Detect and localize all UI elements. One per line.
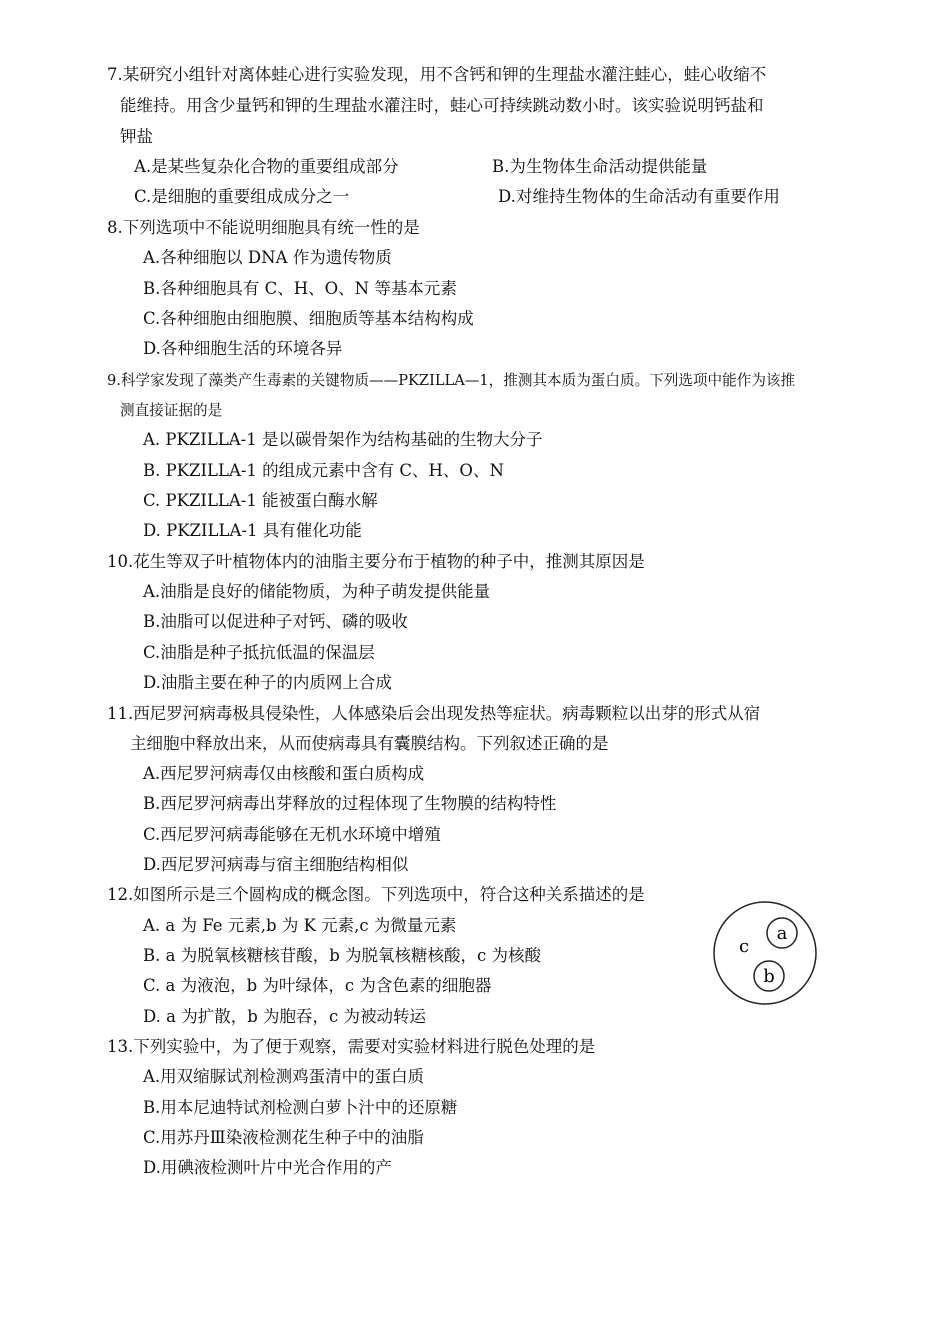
question-13-option-c: C.用苏丹Ⅲ染液检测花生种子中的油脂 (143, 1128, 424, 1147)
question-9-option-d: D. PKZILLA-1 具有催化功能 (143, 521, 362, 540)
question-7-option-b: B.为生物体生命活动提供能量 (492, 157, 708, 176)
question-7-option-a: A.是某些复杂化合物的重要组成部分 (134, 157, 399, 176)
question-7-option-d: D.对维持生物体的生命活动有重要作用 (498, 187, 780, 206)
question-11-stem-line-2: 主细胞中释放出来，从而使病毒具有囊膜结构。下列叙述正确的是 (130, 734, 609, 753)
question-11-option-b: B.西尼罗河病毒出芽释放的过程体现了生物膜的结构特性 (143, 794, 557, 813)
label-b: b (763, 966, 775, 987)
question-11-stem-line-1: 11.西尼罗河病毒极具侵染性，人体感染后会出现发热等症状。病毒颗粒以出芽的形式从宿 (107, 704, 761, 723)
question-10-option-c: C.油脂是种子抵抗低温的保温层 (143, 643, 375, 662)
question-8-option-c: C.各种细胞由细胞膜、细胞质等基本结构构成 (143, 309, 474, 328)
question-7-option-c: C.是细胞的重要组成成分之一 (134, 187, 350, 206)
question-12-stem: 12.如图所示是三个圆构成的概念图。下列选项中，符合这种关系描述的是 (107, 885, 645, 904)
question-11-option-a: A.西尼罗河病毒仅由核酸和蛋白质构成 (143, 764, 425, 783)
question-12-option-b: B. a 为脱氧核糖核苷酸，b 为脱氧核糖核酸，c 为核酸 (143, 946, 541, 965)
question-13-stem: 13.下列实验中，为了便于观察，需要对实验材料进行脱色处理的是 (107, 1037, 596, 1056)
question-11-option-d: D.西尼罗河病毒与宿主细胞结构相似 (143, 855, 409, 874)
question-10-stem: 10.花生等双子叶植物体内的油脂主要分布于植物的种子中，推测其原因是 (107, 552, 645, 571)
concept-circle-svg (712, 900, 818, 1006)
question-7-stem-line-3: 钾盐 (120, 127, 153, 146)
question-7-stem-line-2: 能维持。用含少量钙和钾的生理盐水灌注时，蛙心可持续跳动数小时。该实验说明钙盐和 (120, 96, 764, 115)
label-c: c (738, 936, 750, 957)
question-10-option-b: B.油脂可以促进种子对钙、磷的吸收 (143, 612, 408, 631)
question-9-stem-line-1: 9.科学家发现了藻类产生毒素的关键物质——PKZILLA—1，推测其本质为蛋白质。下列选项中能作为该推 (107, 372, 796, 389)
question-13-option-a: A.用双缩脲试剂检测鸡蛋清中的蛋白质 (143, 1067, 425, 1086)
question-9-option-b: B. PKZILLA-1 的组成元素中含有 C、H、O、N (143, 461, 504, 480)
outer-circle-c (714, 902, 816, 1004)
question-8-option-a: A.各种细胞以 DNA 作为遗传物质 (143, 248, 392, 267)
label-a: a (776, 923, 788, 944)
question-12-option-c: C. a 为液泡，b 为叶绿体，c 为含色素的细胞器 (143, 976, 492, 995)
question-10-option-d: D.油脂主要在种子的内质网上合成 (143, 673, 392, 692)
question-12-option-d: D. a 为扩散，b 为胞吞，c 为被动转运 (143, 1007, 427, 1026)
question-8-stem: 8.下列选项中不能说明细胞具有统一性的是 (107, 218, 420, 237)
question-8-option-b: B.各种细胞具有 C、H、O、N 等基本元素 (143, 279, 457, 298)
question-13-option-d: D.用碘液检测叶片中光合作用的产 (143, 1158, 392, 1177)
question-11-option-c: C.西尼罗河病毒能够在无机水环境中增殖 (143, 825, 441, 844)
question-7-stem-line-1: 7.某研究小组针对离体蛙心进行实验发现，用不含钙和钾的生理盐水灌注蛙心，蛙心收缩不 (107, 65, 767, 84)
question-9-option-c: C. PKZILLA-1 能被蛋白酶水解 (143, 491, 378, 510)
question-13-option-b: B.用本尼迪特试剂检测白萝卜汁中的还原糖 (143, 1098, 458, 1117)
question-9-option-a: A. PKZILLA-1 是以碳骨架作为结构基础的生物大分子 (143, 430, 543, 449)
question-12-option-a: A. a 为 Fe 元素,b 为 K 元素,c 为微量元素 (143, 916, 457, 935)
question-8-option-d: D.各种细胞生活的环境各异 (143, 339, 343, 358)
question-10-option-a: A.油脂是良好的储能物质，为种子萌发提供能量 (143, 582, 491, 601)
concept-circle-diagram (712, 900, 818, 1006)
question-9-stem-line-2: 测直接证据的是 (120, 402, 223, 419)
